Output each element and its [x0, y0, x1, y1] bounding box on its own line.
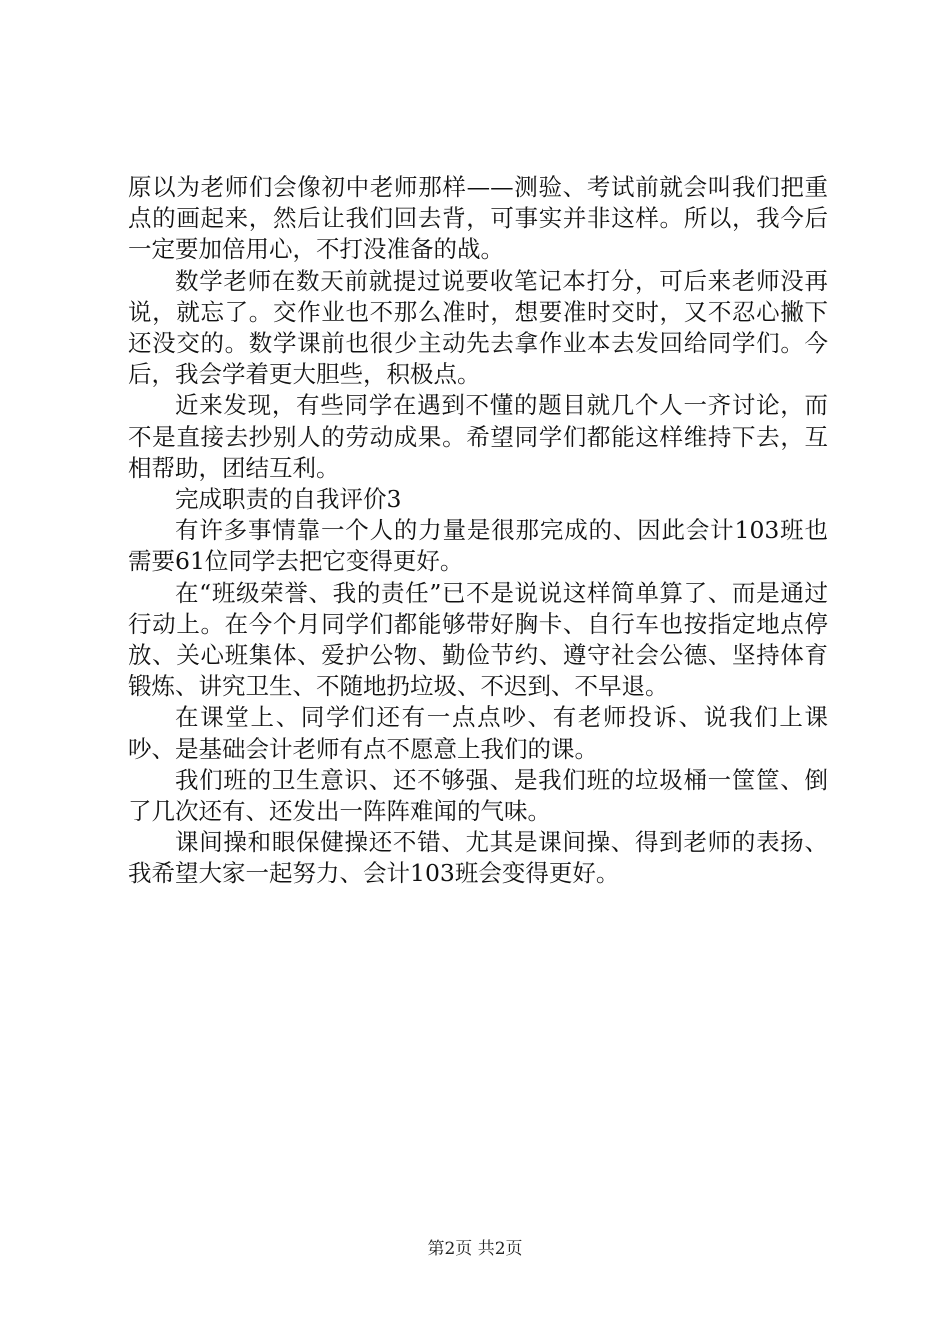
paragraph-1: 原以为老师们会像初中老师那样——测验、考试前就会叫我们把重点的画起来，然后让我们回去背，可事实并非这样。所以，我今后一定要加倍用心，不打没准备的战。 — [128, 173, 828, 264]
paragraph-6: 在课堂上、同学们还有一点点吵、有老师投诉、说我们上课吵、是基础会计老师有点不愿意上我们的课。 — [128, 703, 828, 763]
paragraph-2: 数学老师在数天前就提过说要收笔记本打分，可后来老师没再说，就忘了。交作业也不那么准时，想要准时交时，又不忍心撇下还没交的。数学课前也很少主动先去拿作业本去发回给同学们。今后，我会学着更大胆些，积极点。 — [128, 266, 828, 389]
paragraph-5: 在“班级荣誉、我的责任”已不是说说这样简单算了、而是通过行动上。在今个月同学们都能够带好胸卡、自行车也按指定地点停放、关心班集体、爱护公物、勤俭节约、遵守社会公德、坚持体育锻炼、讲究卫生、不随地扔垃圾、不迟到、不早退。 — [128, 578, 828, 701]
document-body — [128, 172, 828, 890]
paragraph-4: 有许多事情靠一个人的力量是很那完成的、因此会计103班也需要61位同学去把它变得更好。 — [128, 516, 828, 576]
paragraph-7: 我们班的卫生意识、还不够强、是我们班的垃圾桶一筐筐、倒了几次还有、还发出一阵阵难闻的气味。 — [128, 765, 828, 826]
page-number-footer: 第2页 共2页 — [427, 1239, 523, 1259]
section-heading: 完成职责的自我评价3 — [175, 485, 402, 514]
paragraph-3: 近来发现，有些同学在遇到不懂的题目就几个人一齐讨论，而不是直接去抄别人的劳动成果。希望同学们都能这样维持下去，互相帮助，团结互利。 — [128, 391, 828, 482]
paragraph-8: 课间操和眼保健操还不错、尤其是课间操、得到老师的表扬、我希望大家一起努力、会计103班会变得更好。 — [128, 828, 828, 888]
